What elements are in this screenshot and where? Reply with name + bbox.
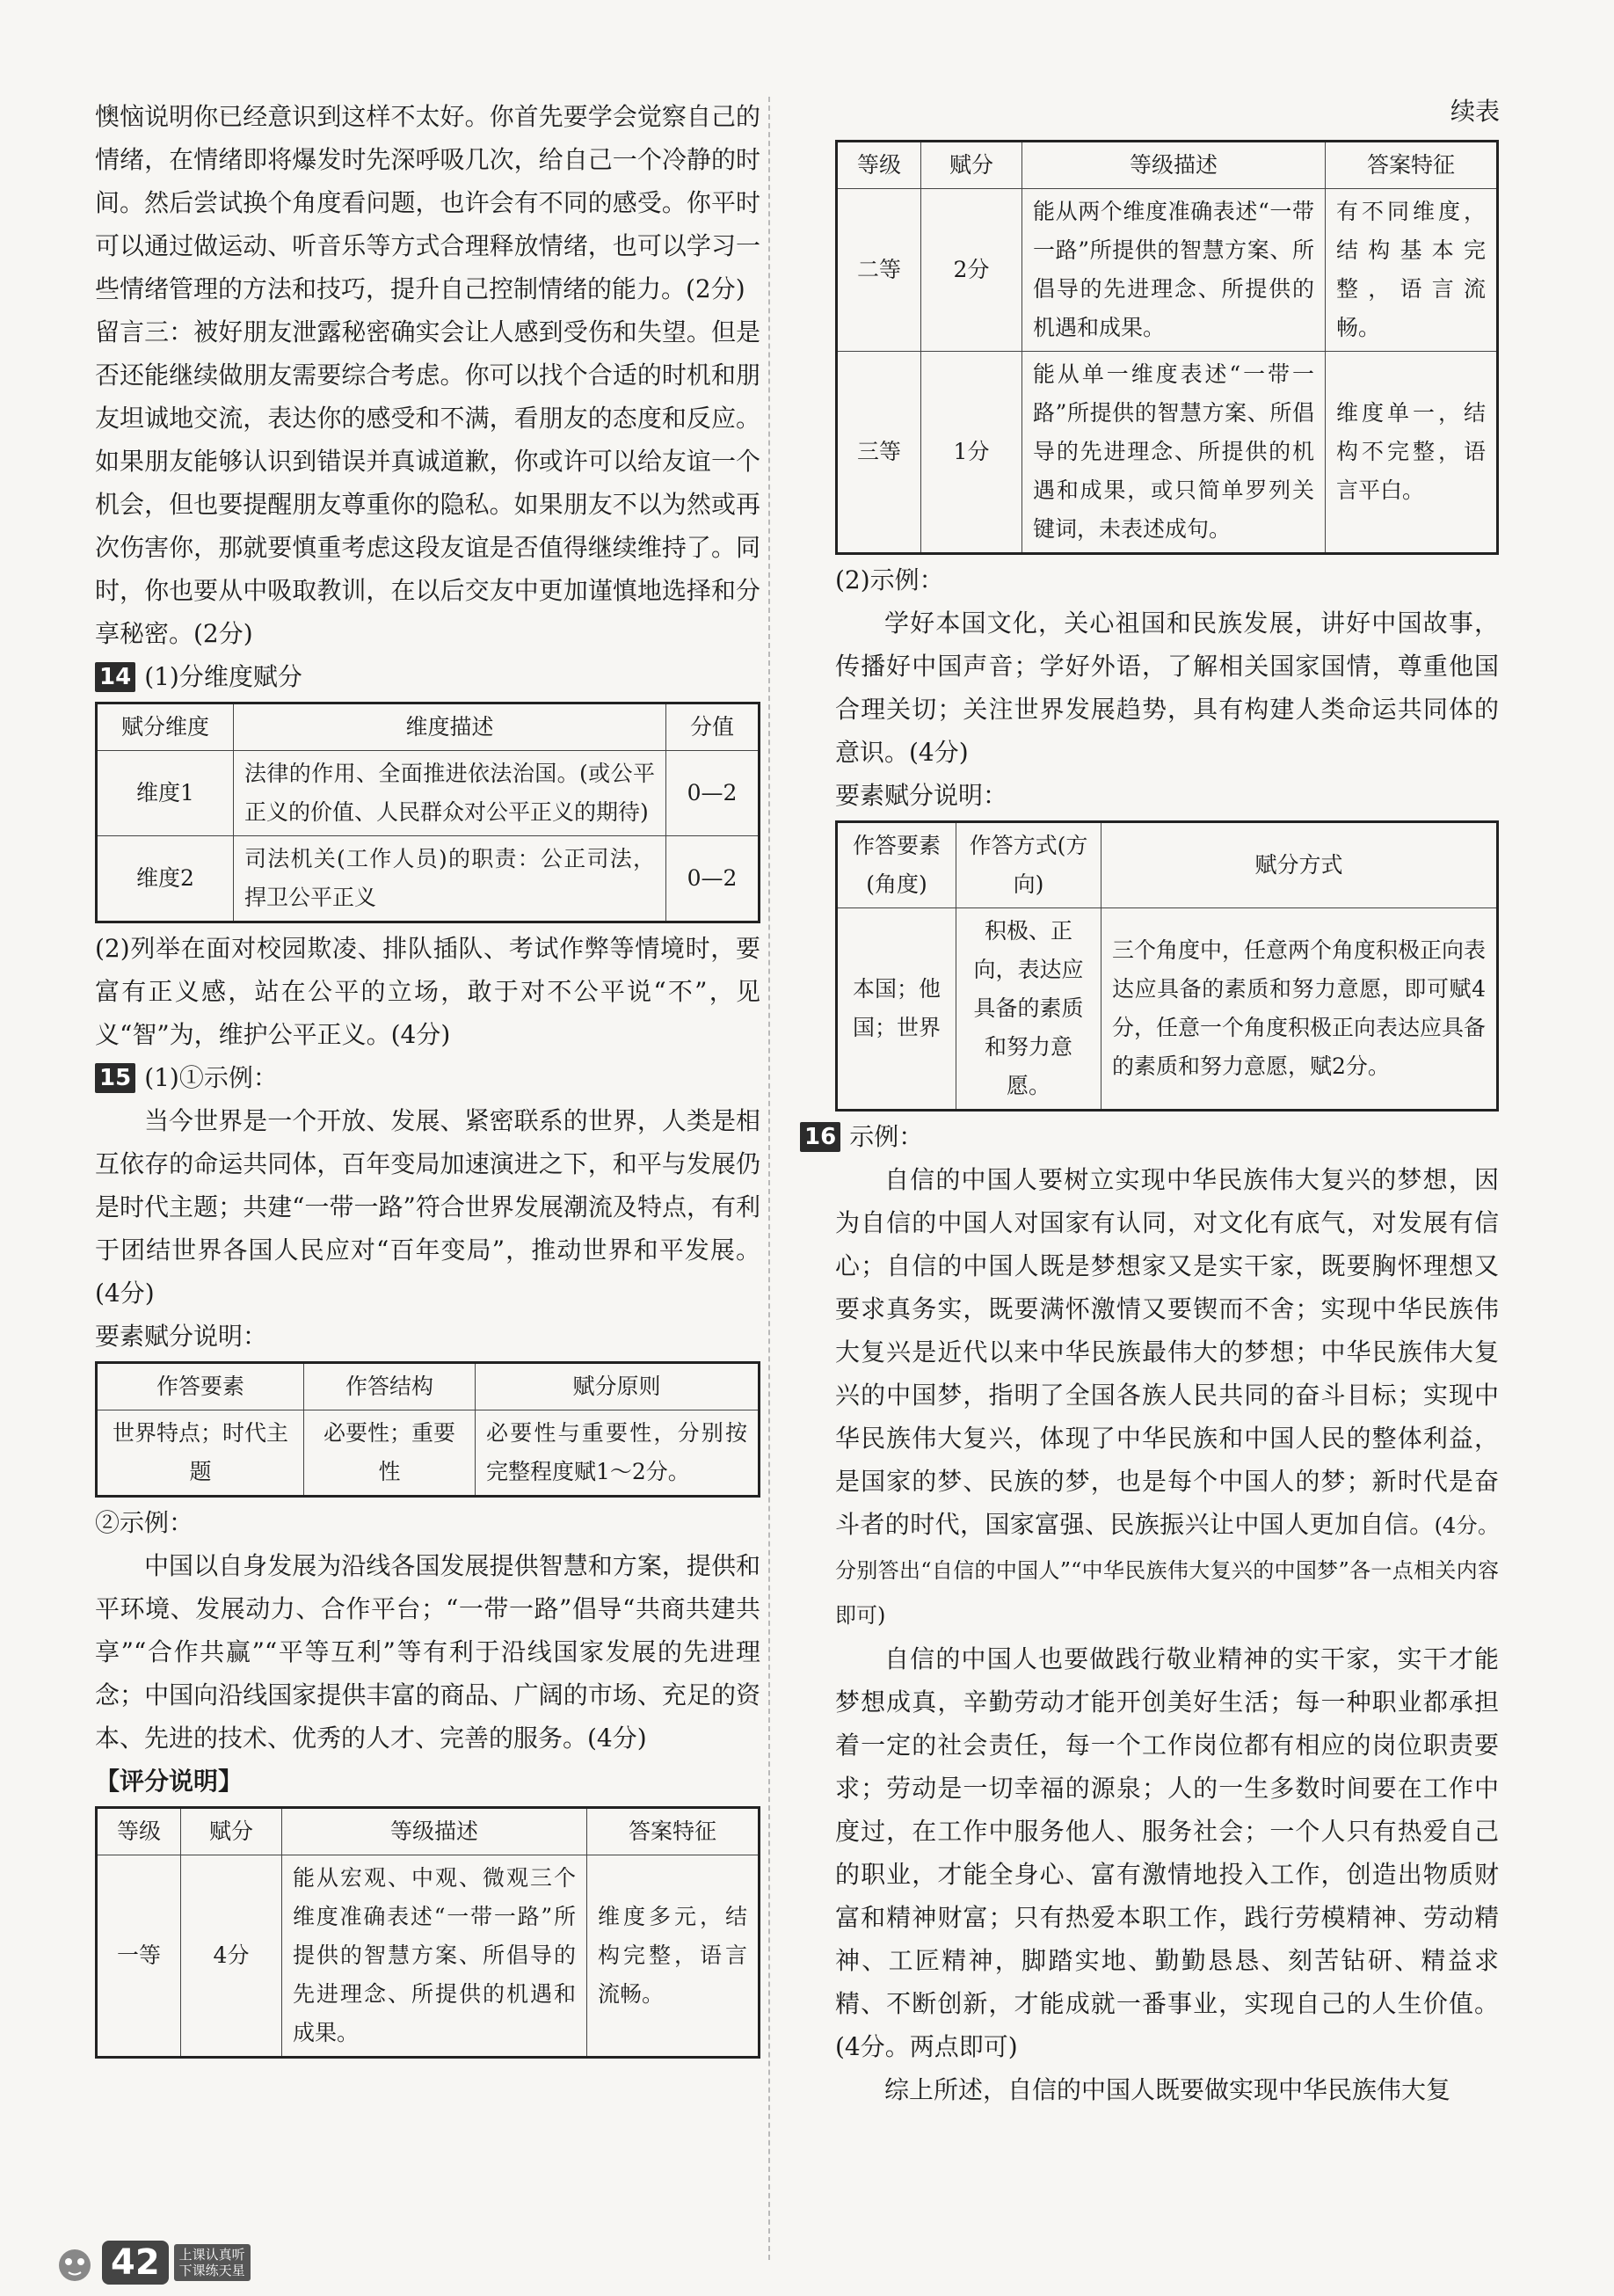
table-header: 维度描述 [234,703,666,751]
table-row [97,836,760,922]
question-15-2-label: (2)示例： [835,565,944,594]
paragraph-text: 自信的中国人也要做践行敬业精神的实干家，实干才能梦想成真，辛勤劳动才能开创美好生活；每一种职业都承担着一定的社会责任，每一个工作岗位都有相应的岗位职责要求；劳动是一切幸福的源泉；人的一生多数时间要在工作中度过，在工作中服务他人、服务社会；一个人只有热爱自己的职业，才能全身心、富有激情地投入工作，创造出物质财富和精神财富；只有热爱本职工作，践行劳模精神、劳动精神、工匠精神，脚踏实地、勤勤恳恳、刻苦钻研、精益求精、不断创新，才能成就一番事业，实现自己的人生价值。 [835,1644,1499,2018]
table-header: 赋分原则 [476,1363,760,1410]
scoring-note-label: 要素赋分说明： [95,1322,268,1351]
table-cell: 维度单一，结构不完整，语言平白。 [1326,352,1498,554]
table-cell: 世界特点；时代主题 [97,1410,304,1497]
question-number-badge: 16 [800,1122,840,1152]
element-score-table [95,1361,760,1498]
table-cell: 必要性；重要性 [304,1410,476,1497]
score-note: (4分。两点即可) [835,2032,1018,2061]
table-cell: 2分 [921,189,1022,352]
question-16-label: 示例： [849,1122,924,1151]
question-15-example-1: 当今世界是一个开放、发展、紧密联系的世界，人类是相互依存的命运共同体，百年变局加速演进之下，和平与发展仍是时代主题；共建“一带一路”符合世界发展潮流及特点，有利于团结世界各国人民应对“百年变局”，推动世界和平发展。(4分) [95,1106,760,1308]
paragraph-text: 自信的中国人要树立实现中华民族伟大复兴的梦想，因为自信的中国人对国家有认同，对文化有底气，对发展有信心；自信的中国人既是梦想家又是实干家，既要胸怀理想又要求真务实，既要满怀激情又要锲而不舍；实现中华民族伟大复兴是近代以来中华民族最伟大的梦想；中华民族伟大复兴的中国梦，指明了全国各族人民共同的奋斗目标；实现中华民族伟大复兴，体现了中华民族和中国人民的整体利益，是国家的梦、民族的梦，也是每个中国人的梦；新时代是奋斗者的时代，国家富强、民族振兴让中国人更加自信。 [835,1165,1499,1539]
question-16-paragraph-3: 综上所述，自信的中国人既要做实现中华民族伟大复 [884,2075,1451,2104]
score-note: (4分。分别答出“自信的中国人”“中华民族伟大复兴的中国梦”各一点相关内容即可) [835,1513,1499,1628]
question-number-badge: 14 [95,662,135,692]
question-15-sub2: ②示例： [95,1508,194,1537]
table-cell: 司法机关(工作人员)的职责：公正司法，捍卫公平正义 [234,836,666,922]
table-header: 答案特征 [587,1808,760,1855]
table-header: 赋分 [181,1808,282,1855]
table-cell: 能从两个维度准确表述“一带一路”所提供的智慧方案、所倡导的先进理念、所提供的机遇和成果。 [1022,189,1326,352]
table-header: 作答方式(方向) [956,822,1101,908]
question-14-sub2: (2)列举在面对校园欺凌、排队插队、考试作弊等情境时，要富有正义感，站在公平的立场，敢于对不公平说“不”，见义“智”为，维护公平正义。(4分) [95,934,760,1049]
question-15-header [95,1056,760,1099]
page-footer [53,2241,251,2285]
table-header: 等级描述 [282,1808,587,1855]
table-cell: 维度2 [97,836,234,922]
grade-table-continued [835,140,1499,555]
table-cell: 本国；他国；世界 [837,908,956,1111]
paragraph-emotion-advice: 懊恼说明你已经意识到这样不太好。你首先要学会觉察自己的情绪，在情绪即将爆发时先深呼吸几次，给自己一个冷静的时间。然后尝试换个角度看问题，也许会有不同的感受。你平时可以通过做运动、听音乐等方式合理释放情绪，也可以学习一些情绪管理的方法和技巧，提升自己控制情绪的能力。(2分) [95,102,760,303]
table-cell: 有不同维度，结构基本完整，语言流畅。 [1326,189,1498,352]
table-cell: 二等 [837,189,921,352]
question-15-2-example: 学好本国文化，关心祖国和民族发展，讲好中国故事，传播好中国声音；学好外语，了解相关国家国情，尊重他国合理关切；关注世界发展趋势，具有构建人类命运共同体的意识。(4分) [835,609,1499,767]
table-header: 赋分维度 [97,703,234,751]
table-header: 作答要素 [97,1363,304,1410]
right-column [804,136,1499,2111]
column-divider [768,97,770,2260]
grade-table-first [95,1806,760,2059]
table-cell: 维度多元，结构完整，语言流畅。 [587,1855,760,2058]
table-cell: 0—2 [666,836,760,922]
question-14-header [95,655,760,698]
question-15-sub1: (1)①示例： [144,1063,278,1092]
table-cell: 三等 [837,352,921,554]
table-cell: 必要性与重要性，分别按完整程度赋1～2分。 [476,1410,760,1497]
table-header: 等级 [837,142,921,189]
table-cell: 能从宏观、中观、微观三个维度准确表述“一带一路”所提供的智慧方案、所倡导的先进理念、所提供的机遇和成果。 [282,1855,587,2058]
table-header: 作答结构 [304,1363,476,1410]
question-16-paragraph-1 [835,1158,1499,1637]
table-row [97,751,760,836]
page-number: 42 [102,2241,169,2285]
table-cell: 法律的作用、全面推进依法治国。(或公平正义的价值、人民群众对公平正义的期待) [234,751,666,836]
table-cell: 能从单一维度表述“一带一路”所提供的智慧方案、所倡导的先进理念、所提供的机遇和成果，或只简单罗列关键词，未表述成句。 [1022,352,1326,554]
slogan-line: 下课练天星 [178,2263,245,2278]
question-16-header [800,1115,1499,1158]
table-row [837,908,1498,1111]
footer-slogan [174,2244,251,2281]
mascot-icon [53,2241,97,2285]
table-header: 分值 [666,703,760,751]
table-row [837,189,1498,352]
table-cell: 0—2 [666,751,760,836]
table-header: 赋分方式 [1101,822,1498,908]
question-14-sub1: (1)分维度赋分 [144,662,302,691]
scoring-title: 【评分说明】 [95,1767,244,1796]
table-cell: 4分 [181,1855,282,2058]
table-row [97,1855,760,2058]
element-score-table-2 [835,820,1499,1112]
table-cell: 维度1 [97,751,234,836]
table-cell: 一等 [97,1855,181,2058]
question-16-paragraph-2 [835,1637,1499,2068]
question-number-badge: 15 [95,1063,135,1093]
slogan-line: 上课认真听 [178,2247,245,2263]
table-header: 赋分 [921,142,1022,189]
dimension-score-table [95,702,760,923]
table-header: 等级 [97,1808,181,1855]
table-header: 等级描述 [1022,142,1326,189]
continued-table-label: 续表 [1450,97,1500,126]
table-header: 作答要素(角度) [837,822,956,908]
table-cell: 1分 [921,352,1022,554]
table-row [97,1410,760,1497]
table-cell: 积极、正向，表达应具备的素质和努力意愿。 [956,908,1101,1111]
table-row [837,352,1498,554]
table-cell: 三个角度中，任意两个角度积极正向表达应具备的素质和努力意愿，即可赋4分，任意一个角度积极正向表达应具备的素质和努力意愿，赋2分。 [1101,908,1498,1111]
question-15-example-2: 中国以自身发展为沿线各国发展提供智慧和方案，提供和平环境、发展动力、合作平台；“一带一路”倡导“共商共建共享”“合作共赢”“平等互利”等有利于沿线国家发展的先进理念；中国向沿线国家提供丰富的商品、广阔的市场、充足的资本、先进的技术、优秀的人才、完善的服务。(4分) [95,1551,760,1753]
table-header: 答案特征 [1326,142,1498,189]
scoring-note-label: 要素赋分说明： [835,781,1008,810]
paragraph-message-three: 留言三：被好朋友泄露秘密确实会让人感到受伤和失望。但是否还能继续做朋友需要综合考虑。你可以找个合适的时机和朋友坦诚地交流，表达你的感受和不满，看朋友的态度和反应。如果朋友能够认识到错误并真诚道歉，你或许可以给友谊一个机会，但也要提醒朋友尊重你的隐私。如果朋友不以为然或再次伤害你，那就要慎重考虑这段友谊是否值得继续维持了。同时，你也要从中吸取教训，在以后交友中更加谨慎地选择和分享秘密。(2分) [95,317,760,648]
left-column [95,95,760,2062]
